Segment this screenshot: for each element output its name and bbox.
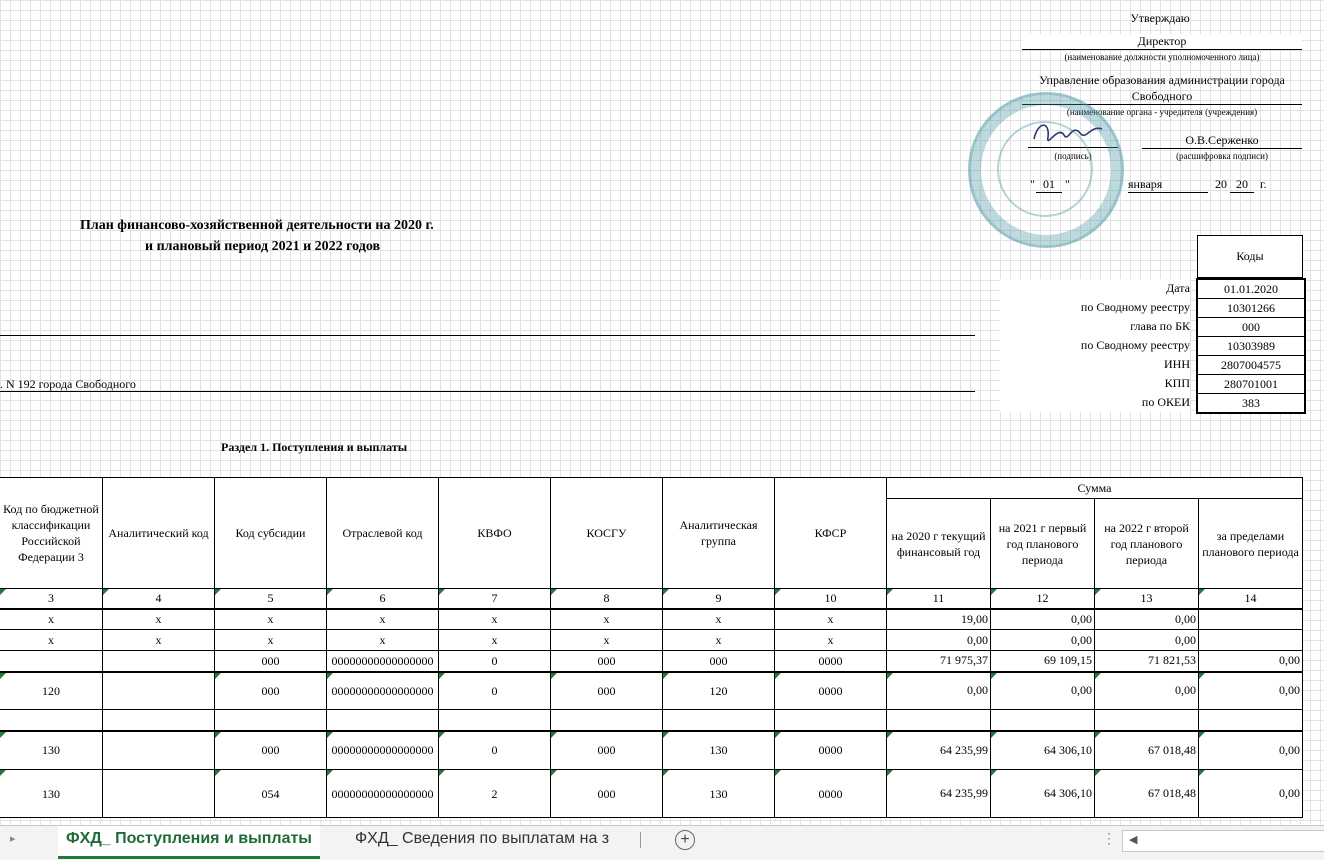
table-cell[interactable] [215, 710, 327, 731]
table-cell[interactable] [439, 710, 551, 731]
table-cell[interactable] [103, 630, 215, 651]
cell-value: 71 975,37 [940, 653, 988, 668]
cell-value: 0,00 [1279, 786, 1300, 800]
cell-value: 0,00 [1279, 742, 1300, 757]
table-cell[interactable] [551, 710, 663, 731]
cell-marker-icon [327, 732, 333, 738]
cell-value: 71 821,53 [1148, 653, 1196, 668]
code-cell[interactable]: 2807004575 [1198, 356, 1304, 375]
signer-caption: (расшифровка подписи) [1176, 151, 1268, 161]
cell-value: 120 [42, 683, 60, 698]
cell-marker-icon [663, 589, 669, 595]
position-value: Директор [1022, 34, 1302, 50]
cell-value: 19,00 [961, 611, 988, 626]
table-cell[interactable] [215, 630, 327, 651]
table-cell[interactable] [663, 672, 775, 710]
cell-value: 00000000000000000 [331, 653, 434, 668]
cell-value: 0,00 [1071, 683, 1092, 698]
date-day: 01 [1036, 177, 1062, 193]
header-industry-code: Отраслевой код [327, 478, 439, 589]
cell-marker-icon [775, 673, 781, 679]
table-cell[interactable] [439, 731, 551, 770]
table-cell[interactable] [887, 651, 991, 672]
table-cell[interactable] [991, 609, 1095, 630]
table-cell[interactable] [327, 731, 439, 770]
cell-marker-icon [551, 770, 557, 776]
cell-value: 0,00 [1175, 632, 1196, 647]
table-cell[interactable] [0, 630, 103, 651]
cell-marker-icon [775, 770, 781, 776]
column-number: 9 [715, 591, 722, 606]
cell-marker-icon [887, 673, 893, 679]
table-cell[interactable] [0, 770, 103, 818]
code-cell[interactable]: 383 [1242, 396, 1260, 410]
cell-marker-icon [215, 673, 221, 679]
cell-value: 130 [42, 786, 60, 801]
column-number-cell [103, 589, 215, 609]
table-cell[interactable] [103, 609, 215, 630]
cell-value: 000 [261, 683, 280, 698]
plan-title-line2: и плановый период 2021 и 2022 годов [145, 239, 381, 254]
codes-header: Коды [1197, 235, 1303, 278]
table-cell[interactable] [1095, 710, 1199, 731]
cell-marker-icon [215, 770, 221, 776]
column-number-cell [663, 589, 775, 609]
cell-marker-icon [439, 732, 445, 738]
column-number-cell [439, 589, 551, 609]
cell-value: 64 235,99 [940, 742, 988, 757]
cell-value: x [267, 612, 274, 627]
table-cell[interactable] [991, 770, 1095, 818]
table-cell[interactable] [663, 651, 775, 672]
cell-value: 054 [261, 786, 280, 801]
table-cell[interactable] [775, 609, 887, 630]
header-sum: Сумма [887, 478, 1303, 499]
cell-value: 64 306,10 [1044, 742, 1092, 757]
table-cell[interactable] [103, 731, 215, 770]
code-cell[interactable]: 10301266 [1198, 299, 1304, 318]
table-cell[interactable] [1095, 651, 1199, 672]
table-cell[interactable] [0, 710, 103, 731]
codes-values [1196, 278, 1306, 414]
sheet-tab-bar [0, 825, 1324, 860]
sheet-tab-receipts-payments[interactable]: ФХД_ Поступления и выплаты [58, 826, 320, 859]
signer-name: О.В.Серженко [1142, 133, 1302, 149]
cell-value: x [155, 633, 162, 647]
codes-label: по ОКЕИ [1000, 393, 1190, 412]
table-cell[interactable] [1095, 731, 1199, 770]
header-analytic-group: Аналитическая группа [663, 478, 775, 589]
cell-value: 0 [491, 683, 498, 698]
table-cell[interactable] [775, 672, 887, 710]
column-number: 12 [1036, 591, 1049, 606]
tab-separator [640, 832, 641, 848]
date-quote-close: " [1065, 177, 1070, 191]
table-cell[interactable] [775, 770, 887, 818]
cell-value: 000 [597, 786, 616, 801]
header-kvfo: КВФО [439, 478, 551, 589]
table-cell[interactable] [887, 609, 991, 630]
cell-marker-icon [1095, 673, 1101, 679]
header-subsidy-code: Код субсидии [215, 478, 327, 589]
cell-marker-icon [551, 589, 557, 595]
cell-value: 00000000000000000 [331, 683, 434, 698]
cell-value: 2 [491, 786, 498, 801]
cell-value: 000 [709, 653, 728, 668]
codes-labels [1000, 279, 1190, 412]
sheet-nav-icon[interactable]: ▸ [10, 833, 16, 845]
org-name-fragment: . N 192 города Свободного [0, 377, 975, 392]
cell-value: 00000000000000000 [331, 786, 434, 801]
table-cell[interactable] [991, 672, 1095, 710]
cell-value: 0,00 [1071, 632, 1092, 647]
org-caption: (наименование органа - учредителя (учреждения) [1066, 107, 1258, 117]
cell-value: 69 109,15 [1044, 653, 1092, 668]
codes-label: ИНН [1000, 355, 1190, 374]
table-cell[interactable] [1199, 672, 1303, 710]
table-cell[interactable] [1199, 731, 1303, 770]
table-cell[interactable] [1199, 710, 1303, 731]
signature-scribble [1028, 115, 1108, 155]
cell-marker-icon [1199, 673, 1205, 679]
cell-marker-icon [551, 732, 557, 738]
table-cell[interactable] [103, 651, 215, 672]
splitter-dots-icon[interactable]: ⋮ [1102, 830, 1116, 846]
codes-label: Дата [1000, 279, 1190, 298]
table-cell[interactable] [439, 630, 551, 651]
position-caption: (наименование должности уполномоченного лица) [1064, 52, 1260, 62]
cell-marker-icon [1199, 589, 1205, 595]
table-cell[interactable] [1095, 609, 1199, 630]
table-cell[interactable] [551, 731, 663, 770]
header-sum-2020: на 2020 г текущий финансовый год [887, 499, 991, 589]
date-month: января [1128, 177, 1208, 193]
table-cell[interactable] [991, 731, 1095, 770]
cell-value: x [267, 633, 274, 647]
cell-marker-icon [0, 770, 6, 776]
section-title: Раздел 1. Поступления и выплаты [221, 440, 408, 454]
cell-marker-icon [775, 589, 781, 595]
org-line1: Управление образования администрации города [1039, 73, 1285, 87]
cell-marker-icon [103, 589, 109, 595]
header-kosgu: КОСГУ [551, 478, 663, 589]
cell-marker-icon [1199, 770, 1205, 776]
cell-value: 120 [709, 683, 728, 698]
cell-marker-icon [0, 732, 6, 738]
column-number: 7 [491, 591, 498, 606]
sheet-tab-payments-info[interactable]: ФХД_ Сведения по выплатам на з [355, 830, 610, 847]
column-number-cell [775, 589, 887, 609]
table-cell[interactable] [327, 710, 439, 731]
table-cell[interactable] [1199, 651, 1303, 672]
table-cell[interactable] [663, 630, 775, 651]
table-cell[interactable] [327, 609, 439, 630]
cell-value: 0,00 [967, 683, 988, 698]
cell-marker-icon [663, 732, 669, 738]
date-year-prefix: 20 [1215, 177, 1227, 191]
table-cell[interactable] [887, 770, 991, 818]
table-cell[interactable] [439, 672, 551, 710]
column-number: 13 [1140, 591, 1153, 606]
table-cell[interactable] [0, 672, 103, 710]
table-cell[interactable] [663, 710, 775, 731]
table-cell[interactable] [1199, 770, 1303, 818]
column-number: 8 [603, 591, 610, 606]
cell-marker-icon [775, 732, 781, 738]
cell-marker-icon [1095, 770, 1101, 776]
cell-value: 0000 [818, 786, 843, 801]
code-cell[interactable]: 000 [1198, 318, 1304, 337]
cell-value: 00000000000000000 [331, 743, 434, 758]
cell-marker-icon [887, 770, 893, 776]
table-cell[interactable] [663, 770, 775, 818]
table-cell[interactable] [551, 672, 663, 710]
table-cell[interactable] [551, 770, 663, 818]
cell-marker-icon [327, 589, 333, 595]
table-cell[interactable] [0, 609, 103, 630]
header-sum-2022: на 2022 г второй год планового периода [1095, 499, 1199, 589]
column-number-cell [887, 589, 991, 609]
table-cell[interactable] [215, 672, 327, 710]
table-cell[interactable] [775, 651, 887, 672]
cell-marker-icon [663, 673, 669, 679]
table-cell[interactable] [103, 770, 215, 818]
cell-value: 0 [491, 653, 498, 668]
code-cell[interactable]: 01.01.2020 [1198, 280, 1304, 299]
cell-value: 0,00 [1175, 611, 1196, 626]
cell-value: 64 306,10 [1044, 786, 1092, 800]
table-cell[interactable] [1095, 770, 1199, 818]
column-number-row [0, 589, 1303, 609]
column-number: 4 [155, 591, 162, 606]
column-number-cell [215, 589, 327, 609]
column-number-cell [1199, 589, 1303, 609]
column-number-cell [1095, 589, 1199, 609]
cell-value: 0,00 [1279, 653, 1300, 668]
cell-value: 000 [597, 743, 616, 758]
column-number: 3 [48, 591, 54, 606]
table-cell[interactable] [991, 630, 1095, 651]
cell-value: 000 [597, 653, 616, 668]
cell-value: 0,00 [967, 632, 988, 647]
table-cell[interactable] [215, 770, 327, 818]
cell-value: x [155, 612, 162, 627]
cell-value: x [715, 633, 722, 647]
plan-title-line1: План финансово-хозяйственной деятельности на 2020 г. [80, 218, 434, 233]
cell-marker-icon [439, 770, 445, 776]
cell-marker-icon [327, 673, 333, 679]
column-number-cell [991, 589, 1095, 609]
cell-value: 130 [709, 786, 728, 801]
cell-value: 000 [261, 743, 280, 758]
header-sum-beyond: за пределами планового периода [1199, 499, 1303, 589]
cell-value: x [603, 633, 610, 647]
column-number-cell [327, 589, 439, 609]
table-row [0, 672, 1303, 710]
cell-value: x [827, 612, 834, 627]
signature-caption: (подпись) [1054, 151, 1092, 161]
cell-value: x [715, 612, 722, 627]
table-row [0, 651, 1303, 672]
cell-marker-icon [215, 732, 221, 738]
cell-value: 0 [491, 743, 498, 758]
table-row [0, 630, 1303, 651]
table-cell[interactable] [1199, 609, 1303, 630]
table-cell[interactable] [1199, 630, 1303, 651]
header-kbk: Код по бюджетной классификации Российской Федерации 3 [0, 478, 103, 589]
table-cell[interactable] [775, 710, 887, 731]
cell-value: 67 018,48 [1148, 786, 1196, 800]
header-kfsr: КФСР [775, 478, 887, 589]
horizontal-scrollbar[interactable] [1122, 830, 1324, 852]
table-cell[interactable] [0, 731, 103, 770]
header-sum-2021: на 2021 г первый год планового периода [991, 499, 1095, 589]
cell-value: x [827, 633, 834, 647]
cell-marker-icon [887, 732, 893, 738]
codes-label: по Сводному реестру [1000, 298, 1190, 317]
receipts-payments-table [0, 477, 1303, 818]
codes-label: КПП [1000, 374, 1190, 393]
cell-value: x [491, 633, 498, 647]
cell-value: x [491, 612, 498, 627]
cell-marker-icon [991, 732, 997, 738]
cell-value: 0,00 [1279, 683, 1300, 698]
column-number: 14 [1244, 591, 1257, 606]
cell-marker-icon [439, 673, 445, 679]
cell-marker-icon [887, 589, 893, 595]
table-cell[interactable] [439, 609, 551, 630]
cell-marker-icon [1095, 732, 1101, 738]
table-row [0, 710, 1303, 731]
cell-value: 000 [261, 653, 280, 668]
table-cell[interactable] [887, 710, 991, 731]
column-number: 6 [379, 591, 386, 606]
column-number-cell [0, 589, 103, 609]
cell-marker-icon [991, 770, 997, 776]
cell-marker-icon [0, 589, 6, 595]
cell-marker-icon [551, 673, 557, 679]
cell-value: x [603, 612, 610, 627]
column-number: 10 [824, 591, 837, 606]
codes-label: по Сводному реестру [1000, 336, 1190, 355]
table-cell[interactable] [775, 731, 887, 770]
cell-marker-icon [1095, 589, 1101, 595]
table-cell[interactable] [1095, 630, 1199, 651]
code-cell[interactable]: 280701001 [1198, 375, 1304, 394]
column-number: 11 [932, 591, 945, 606]
cell-value: 0,00 [1175, 683, 1196, 698]
table-cell[interactable] [991, 710, 1095, 731]
cell-marker-icon [991, 589, 997, 595]
cell-marker-icon [0, 673, 6, 679]
table-cell[interactable] [1095, 672, 1199, 710]
cell-marker-icon [663, 770, 669, 776]
approve-label: Утверждаю [1130, 11, 1190, 25]
cell-value: x [48, 633, 54, 647]
table-cell[interactable] [327, 672, 439, 710]
cell-marker-icon [1199, 732, 1205, 738]
table-cell[interactable] [327, 630, 439, 651]
table-cell[interactable] [887, 672, 991, 710]
table-cell[interactable] [439, 770, 551, 818]
table-cell[interactable] [887, 630, 991, 651]
table-row [0, 731, 1303, 770]
cell-value: 000 [597, 683, 616, 698]
date-year-unit: г. [1260, 177, 1267, 191]
cell-value: x [379, 612, 386, 627]
table-cell[interactable] [663, 609, 775, 630]
table-cell[interactable] [439, 651, 551, 672]
table-cell[interactable] [215, 731, 327, 770]
table-cell[interactable] [887, 731, 991, 770]
table-cell[interactable] [551, 630, 663, 651]
table-cell[interactable] [327, 770, 439, 818]
cell-value: 0,00 [1071, 611, 1092, 626]
date-year-suffix: 20 [1230, 177, 1254, 193]
cell-marker-icon [439, 589, 445, 595]
date-quote-open: " [1030, 177, 1035, 191]
table-row [0, 609, 1303, 630]
table-cell[interactable] [215, 651, 327, 672]
table-cell[interactable] [775, 630, 887, 651]
cell-marker-icon [327, 770, 333, 776]
org-underline-1 [0, 335, 975, 336]
org-line2: Свободного [1022, 89, 1302, 105]
cell-value: 0000 [818, 653, 843, 668]
table-cell[interactable] [0, 651, 103, 672]
table-cell[interactable] [103, 672, 215, 710]
cell-value: 130 [42, 743, 60, 758]
table-cell[interactable] [551, 609, 663, 630]
table-cell[interactable] [551, 651, 663, 672]
table-cell[interactable] [991, 651, 1095, 672]
header-analytic-code: Аналитический код [103, 478, 215, 589]
table-cell[interactable] [215, 609, 327, 630]
add-sheet-icon[interactable]: + [675, 830, 695, 850]
column-number: 5 [267, 591, 274, 606]
scroll-left-icon[interactable]: ◀ [1129, 834, 1138, 846]
table-cell[interactable] [663, 731, 775, 770]
cell-value: x [379, 633, 386, 647]
table-cell[interactable] [327, 651, 439, 672]
cell-value: 67 018,48 [1148, 742, 1196, 757]
cell-value: 0000 [818, 683, 843, 698]
cell-value: 64 235,99 [940, 786, 988, 800]
cell-value: 130 [709, 743, 728, 758]
codes-label: глава по БК [1000, 317, 1190, 336]
cell-marker-icon [991, 673, 997, 679]
cell-value: 0000 [818, 743, 843, 758]
column-number-cell [551, 589, 663, 609]
table-cell[interactable] [103, 710, 215, 731]
table-row [0, 770, 1303, 818]
cell-marker-icon [215, 589, 221, 595]
code-cell[interactable]: 10303989 [1198, 337, 1304, 356]
cell-value: x [48, 612, 54, 627]
